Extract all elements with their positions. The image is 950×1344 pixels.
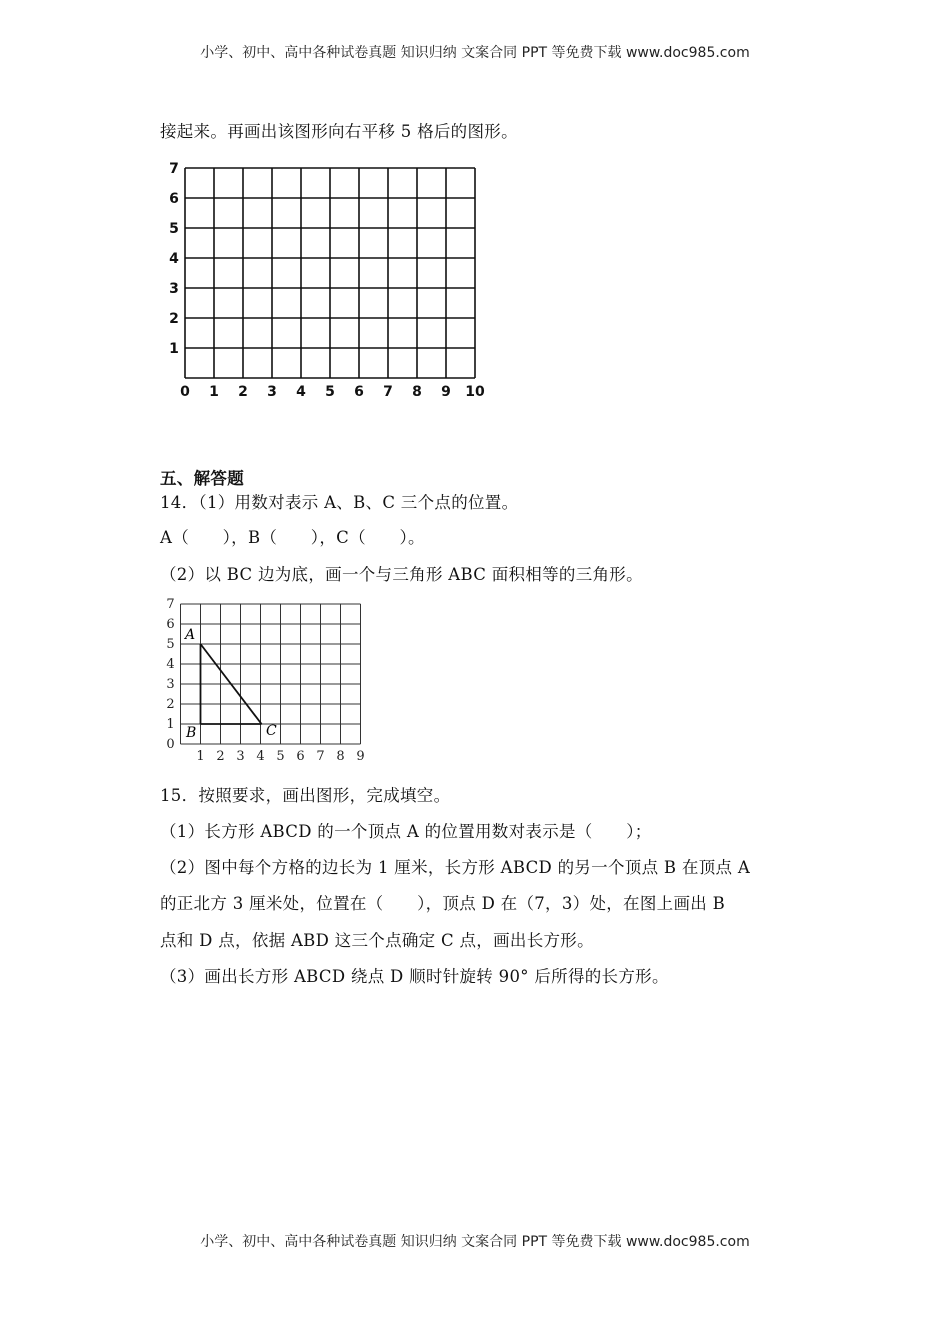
- grid1-y-tick-label: 4: [169, 251, 179, 267]
- q15-line5: 点和 D 点，依据 ABD 这三个点确定 C 点，画出长方形。: [160, 931, 594, 950]
- q15-line4: 的正北方 3 厘米处，位置在（ ），顶点 D 在（7，3）处，在图上画出 B: [160, 894, 726, 913]
- grid1-x-tick-label: 0: [180, 384, 190, 400]
- q15-line1: 15．按照要求，画出图形，完成填空。: [160, 786, 451, 805]
- page-footer: 小学、初中、高中各种试卷真题 知识归纳 文案合同 PPT 等免费下载 www.doc985.com: [200, 1234, 750, 1250]
- grid1-y-tick-label: 3: [169, 281, 179, 297]
- grid1-y-tick-label: 5: [169, 221, 179, 237]
- grid1-x-tick-label: 6: [354, 384, 364, 400]
- grid2-y-tick-label: 0: [166, 737, 175, 752]
- q15-line3: （2）图中每个方格的边长为 1 厘米，长方形 ABCD 的另一个顶点 B 在顶点 A: [160, 858, 751, 877]
- intro-continued-text: 接起来。再画出该图形向右平移 5 格后的图形。: [160, 122, 518, 141]
- point-label-b: B: [186, 725, 197, 741]
- q14-line3: （2）以 BC 边为底，画一个与三角形 ABC 面积相等的三角形。: [160, 565, 643, 584]
- grid1-y-tick-label: 1: [169, 341, 179, 357]
- grid1-x-tick-label: 1: [209, 384, 219, 400]
- grid2-y-tick-label: 5: [166, 637, 175, 652]
- section-title: 五、解答题: [160, 469, 244, 488]
- grid2-x-tick-label: 1: [196, 749, 205, 764]
- grid2-x-tick-label: 4: [256, 749, 265, 764]
- grid1-x-tick-label: 9: [441, 384, 451, 400]
- grid2-x-tick-label: 3: [236, 749, 245, 764]
- q15-line2: （1）长方形 ABCD 的一个顶点 A 的位置用数对表示是（ ）；: [160, 822, 652, 841]
- grid1-x-tick-label: 3: [267, 384, 277, 400]
- page-header: 小学、初中、高中各种试卷真题 知识归纳 文案合同 PPT 等免费下载 www.doc985.com: [200, 45, 750, 61]
- grid2-y-tick-label: 4: [166, 657, 175, 672]
- grid2-x-tick-label: 5: [276, 749, 285, 764]
- grid2-x-tick-label: 2: [216, 749, 225, 764]
- grid1-y-tick-label: 6: [169, 191, 179, 207]
- coordinate-grid-2: [160, 592, 380, 764]
- grid2-x-tick-label: 6: [296, 749, 305, 764]
- point-label-a: A: [185, 627, 196, 643]
- q14-answer-blanks: A（ ），B（ ），C（ ）。: [160, 528, 425, 547]
- grid1-x-tick-label: 7: [383, 384, 393, 400]
- grid1-x-tick-label: 8: [412, 384, 422, 400]
- grid1-x-tick-label: 2: [238, 384, 248, 400]
- grid1-x-tick-label: 5: [325, 384, 335, 400]
- grid2-y-tick-label: 3: [166, 677, 175, 692]
- q15-line6: （3）画出长方形 ABCD 绕点 D 顺时针旋转 90° 后所得的长方形。: [160, 967, 669, 986]
- grid1-x-tick-label: 4: [296, 384, 306, 400]
- grid2-y-tick-label: 7: [166, 597, 175, 612]
- grid1-y-tick-label: 2: [169, 311, 179, 327]
- grid2-x-tick-label: 8: [336, 749, 345, 764]
- grid2-x-tick-label: 7: [316, 749, 325, 764]
- grid2-y-tick-label: 2: [166, 697, 175, 712]
- grid2-y-tick-label: 6: [166, 617, 175, 632]
- coordinate-grid-1: [160, 158, 500, 408]
- grid2-y-tick-label: 1: [166, 717, 175, 732]
- grid1-x-tick-label: 10: [465, 384, 485, 400]
- point-label-c: C: [266, 723, 277, 739]
- grid1-y-tick-label: 7: [169, 161, 179, 177]
- grid2-x-tick-label: 9: [356, 749, 365, 764]
- q14-line1: 14．（1）用数对表示 A、B、C 三个点的位置。: [160, 493, 519, 512]
